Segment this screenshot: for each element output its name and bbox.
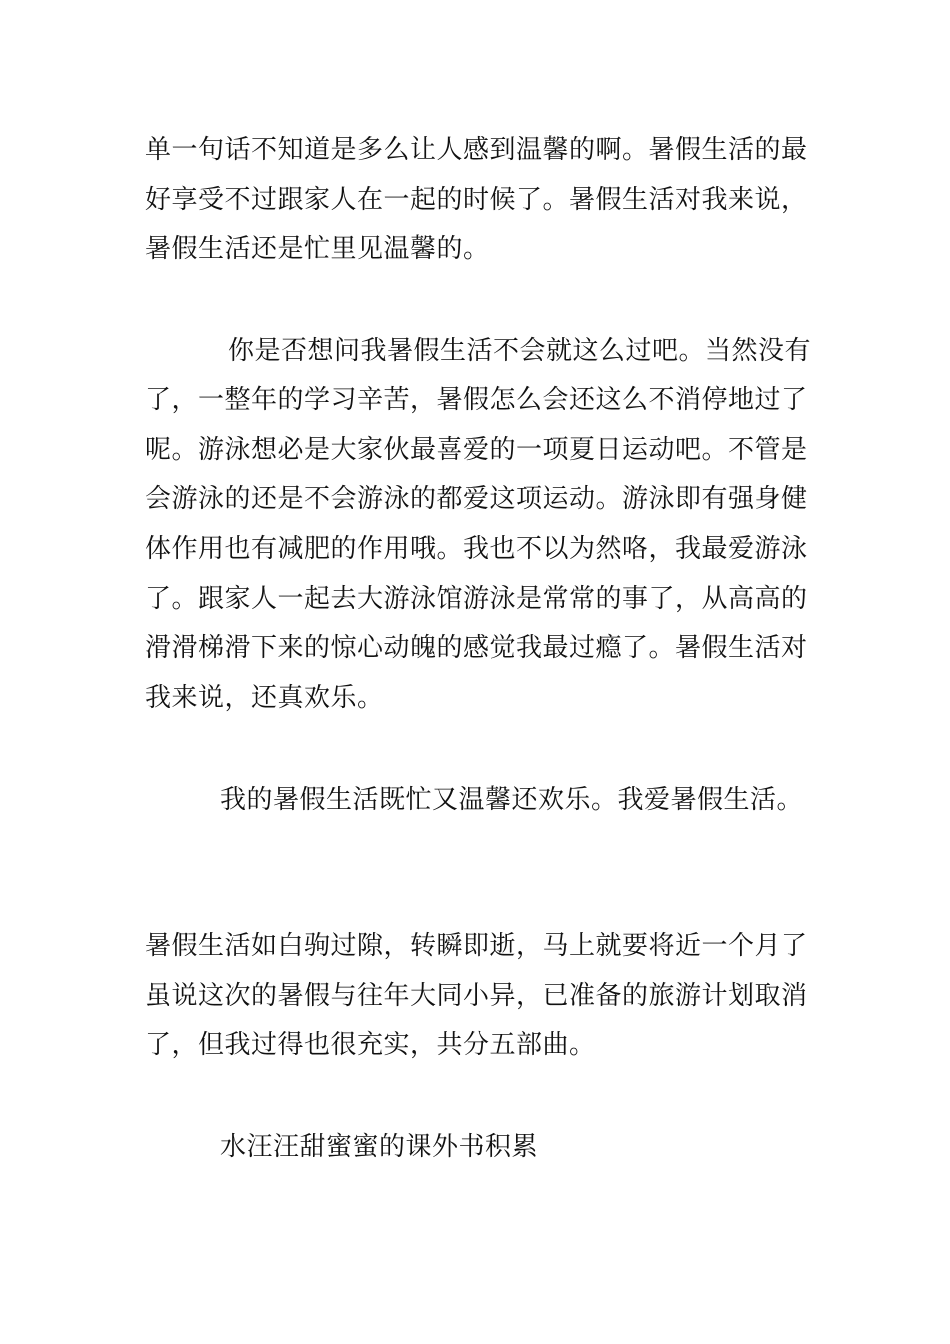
paragraph-2-line-5: 体作用也有减肥的作用哦。我也不以为然咯，我最爱游泳 (145, 534, 808, 564)
paragraph-4-line-2: 虽说这次的暑假与往年大同小异，已准备的旅游计划取消 (145, 981, 808, 1011)
paragraph-2-line-4: 会游泳的还是不会游泳的都爱这项运动。游泳即有强身健 (145, 484, 808, 514)
paragraph-4-line-1: 暑假生活如白驹过隙，转瞬即逝，马上就要将近一个月了 (145, 931, 808, 961)
paragraph-1-line-1: 单一句话不知道是多么让人感到温馨的啊。暑假生活的最 (145, 135, 808, 165)
paragraph-2-line-6: 了。跟家人一起去大游泳馆游泳是常常的事了，从高高的 (145, 584, 808, 614)
paragraph-1-line-3: 暑假生活还是忙里见温馨的。 (145, 234, 490, 264)
paragraph-3-line-1: 我的暑假生活既忙又温馨还欢乐。我爱暑假生活。 (220, 785, 804, 815)
paragraph-1-line-2: 好享受不过跟家人在一起的时候了。暑假生活对我来说， (145, 185, 808, 215)
paragraph-5-line-1: 水汪汪甜蜜蜜的课外书积累 (220, 1132, 539, 1162)
paragraph-4-line-3: 了，但我过得也很充实，共分五部曲。 (145, 1030, 596, 1060)
paragraph-2-line-2: 了，一整年的学习辛苦，暑假怎么会还这么不消停地过了 (145, 385, 808, 415)
paragraph-2-line-8: 我来说，还真欢乐。 (145, 683, 384, 713)
paragraph-2-line-3: 呢。游泳想必是大家伙最喜爱的一项夏日运动吧。不管是 (145, 435, 808, 465)
paragraph-2-line-1: 你是否想问我暑假生活不会就这么过吧。当然没有 (228, 336, 812, 366)
paragraph-2-line-7: 滑滑梯滑下来的惊心动魄的感觉我最过瘾了。暑假生活对 (145, 633, 808, 663)
